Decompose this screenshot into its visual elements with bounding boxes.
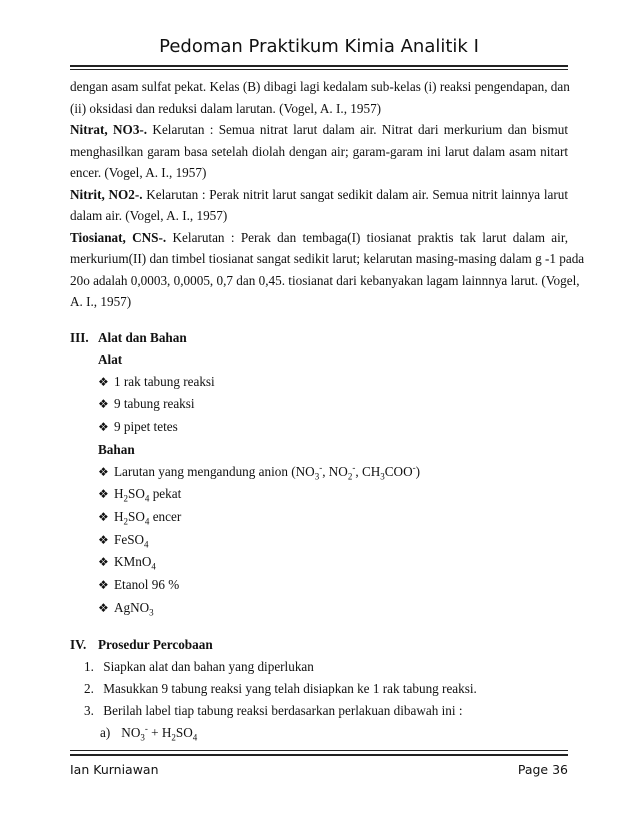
diamond-bullet-icon: ❖ — [98, 464, 109, 479]
text-run: , NO — [322, 463, 348, 479]
text-run: encer — [149, 509, 182, 525]
list-item — [98, 506, 568, 529]
bahan-list — [70, 461, 568, 620]
substep-text — [121, 723, 198, 743]
item-text: Etanol 96 % — [114, 577, 180, 593]
nitrit-text: Kelarutan : Perak nitrit larut sangat sedikit dalam air. Semua nitrit lainnya larut — [142, 186, 568, 202]
diamond-bullet-icon: ❖ — [98, 578, 109, 593]
text-line: merkurium(II) dan timbel tiosianat sangat sedikit larut; kelarutan masing-masing dalam g -1 pada — [70, 251, 585, 266]
text-line: menghasilkan garam basa setelah diolah dengan air; garam-garam ini larut dalam asam nitart — [70, 143, 568, 159]
nitrat-label: Nitrat, NO3-. — [70, 122, 148, 137]
item-text — [114, 554, 156, 573]
page-content — [70, 76, 585, 744]
superscript: - — [144, 723, 148, 734]
subscript: 3 — [140, 732, 145, 743]
text-run: Larutan yang mengandung anion (NO — [114, 463, 315, 479]
text-run: NO — [121, 724, 141, 740]
diamond-bullet-icon: ❖ — [98, 600, 109, 615]
step-number: 3. — [84, 702, 94, 718]
text-line: dengan asam sulfat pekat. Kelas (B) dibagi lagi kedalam sub-kelas (i) reaksi pengendapan, dan — [70, 79, 570, 94]
text-run: SO — [175, 724, 193, 740]
text-run: FeSO — [114, 531, 145, 547]
subscript: 4 — [144, 516, 150, 527]
text-run: SO — [128, 509, 145, 525]
list-item — [98, 574, 568, 597]
superscript: - — [412, 462, 416, 473]
text-line: (ii) oksidasi dan reduksi dalam larutan. (Vogel, A. I., 1957) — [70, 100, 382, 116]
text-line: encer. (Vogel, A. I., 1957) — [70, 165, 207, 180]
item-text — [114, 599, 154, 618]
diamond-bullet-icon: ❖ — [98, 487, 109, 502]
footer-page-number: Page 36 — [517, 762, 568, 777]
alat-heading: Alat — [98, 351, 123, 367]
step-number: 2. — [84, 680, 94, 696]
subscript: 4 — [192, 732, 198, 743]
diamond-bullet-icon: ❖ — [98, 397, 109, 412]
nitrat-text: Kelarutan : Semua nitrat larut dalam air. Nitrat dari merkurium dan bismut — [147, 122, 568, 137]
tiosianat-text: Kelarutan : Perak dan tembaga(I) tiosianat praktis tak larut dalam air, — [166, 229, 568, 245]
page-footer — [70, 754, 568, 777]
nitrit-label: Nitrit, NO2-. — [70, 186, 143, 202]
list-item — [98, 529, 568, 552]
text-run: SO — [128, 486, 145, 502]
list-item — [98, 371, 568, 394]
procedure-step — [84, 656, 568, 678]
text-run: H — [114, 486, 124, 502]
step-text: Masukkan 9 tabung reaksi yang telah disiapkan ke 1 rak tabung reaksi. — [103, 680, 477, 696]
section-3-heading — [70, 327, 568, 349]
text-line: dalam air. (Vogel, A. I., 1957) — [70, 208, 228, 223]
header-title: Pedoman Praktikum Kimia Analitik I — [159, 36, 479, 57]
text-line — [70, 119, 568, 141]
intro-paragraph — [70, 76, 568, 119]
subscript: 3 — [380, 471, 385, 482]
section-4-heading — [70, 634, 568, 656]
item-text: 1 rak tabung reaksi — [114, 373, 215, 389]
substep-label: a) — [100, 724, 111, 740]
item-text — [114, 509, 182, 527]
diamond-bullet-icon: ❖ — [98, 419, 109, 434]
item-text — [114, 462, 421, 482]
nitrit-paragraph — [70, 184, 568, 227]
text-run: ) — [415, 463, 421, 479]
diamond-bullet-icon: ❖ — [98, 555, 109, 570]
alat-list — [70, 371, 568, 439]
subscript: 2 — [171, 732, 176, 743]
subscript: 3 — [149, 607, 154, 618]
item-text: 9 pipet tetes — [114, 418, 178, 434]
subscript: 4 — [151, 562, 156, 573]
subscript: 2 — [123, 493, 129, 504]
footer-author: Ian Kurniawan — [70, 762, 159, 777]
text-line — [70, 184, 568, 206]
procedure-step — [84, 700, 568, 722]
item-text — [114, 531, 149, 550]
text-line: A. I., 1957) — [70, 294, 132, 309]
step-number: 1. — [84, 658, 94, 674]
list-item — [98, 461, 568, 484]
procedure-step — [84, 678, 568, 700]
procedure-substep — [70, 722, 568, 744]
section-number: III. — [70, 329, 89, 345]
section-title: Alat dan Bahan — [98, 329, 187, 345]
tiosianat-label: Tiosianat, CNS-. — [70, 229, 167, 245]
page-header — [70, 36, 568, 67]
subscript: 4 — [144, 539, 149, 550]
item-text: 9 tabung reaksi — [114, 396, 195, 412]
diamond-bullet-icon: ❖ — [98, 532, 109, 547]
procedure-list — [70, 656, 568, 722]
diamond-bullet-icon: ❖ — [98, 374, 109, 389]
tiosianat-paragraph — [70, 227, 585, 313]
step-text: Siapkan alat dan bahan yang diperlukan — [103, 658, 314, 674]
text-line — [70, 227, 568, 249]
text-run: + H — [147, 724, 172, 740]
step-text: Berilah label tiap tabung reaksi berdasarkan perlakuan dibawah ini : — [103, 702, 463, 718]
diamond-bullet-icon: ❖ — [98, 510, 109, 525]
superscript: - — [352, 462, 356, 473]
subscript: 2 — [123, 516, 129, 527]
list-item — [98, 416, 568, 439]
list-item — [98, 393, 568, 416]
list-item — [98, 551, 568, 574]
list-item — [98, 597, 568, 620]
text-run: , CH — [355, 463, 381, 479]
nitrat-paragraph — [70, 119, 568, 184]
superscript: - — [319, 462, 323, 473]
subscript: 3 — [314, 471, 320, 482]
bahan-heading: Bahan — [98, 441, 135, 457]
subscript: 4 — [144, 493, 150, 504]
item-text — [114, 486, 182, 504]
section-title: Prosedur Percobaan — [98, 636, 213, 652]
list-item — [98, 483, 568, 506]
text-run: H — [114, 509, 124, 525]
section-number: IV. — [70, 636, 87, 652]
text-run: KMnO — [114, 554, 152, 570]
subscript: 2 — [347, 471, 353, 482]
text-run: AgNO — [114, 599, 150, 615]
text-line: 20o adalah 0,0003, 0,0005, 0,7 dan 0,45. tiosianat dari kebanyakan lagam lainnnya larut. (Vogel, — [70, 272, 580, 288]
text-run: COO — [384, 463, 413, 479]
text-run: pekat — [149, 486, 182, 502]
